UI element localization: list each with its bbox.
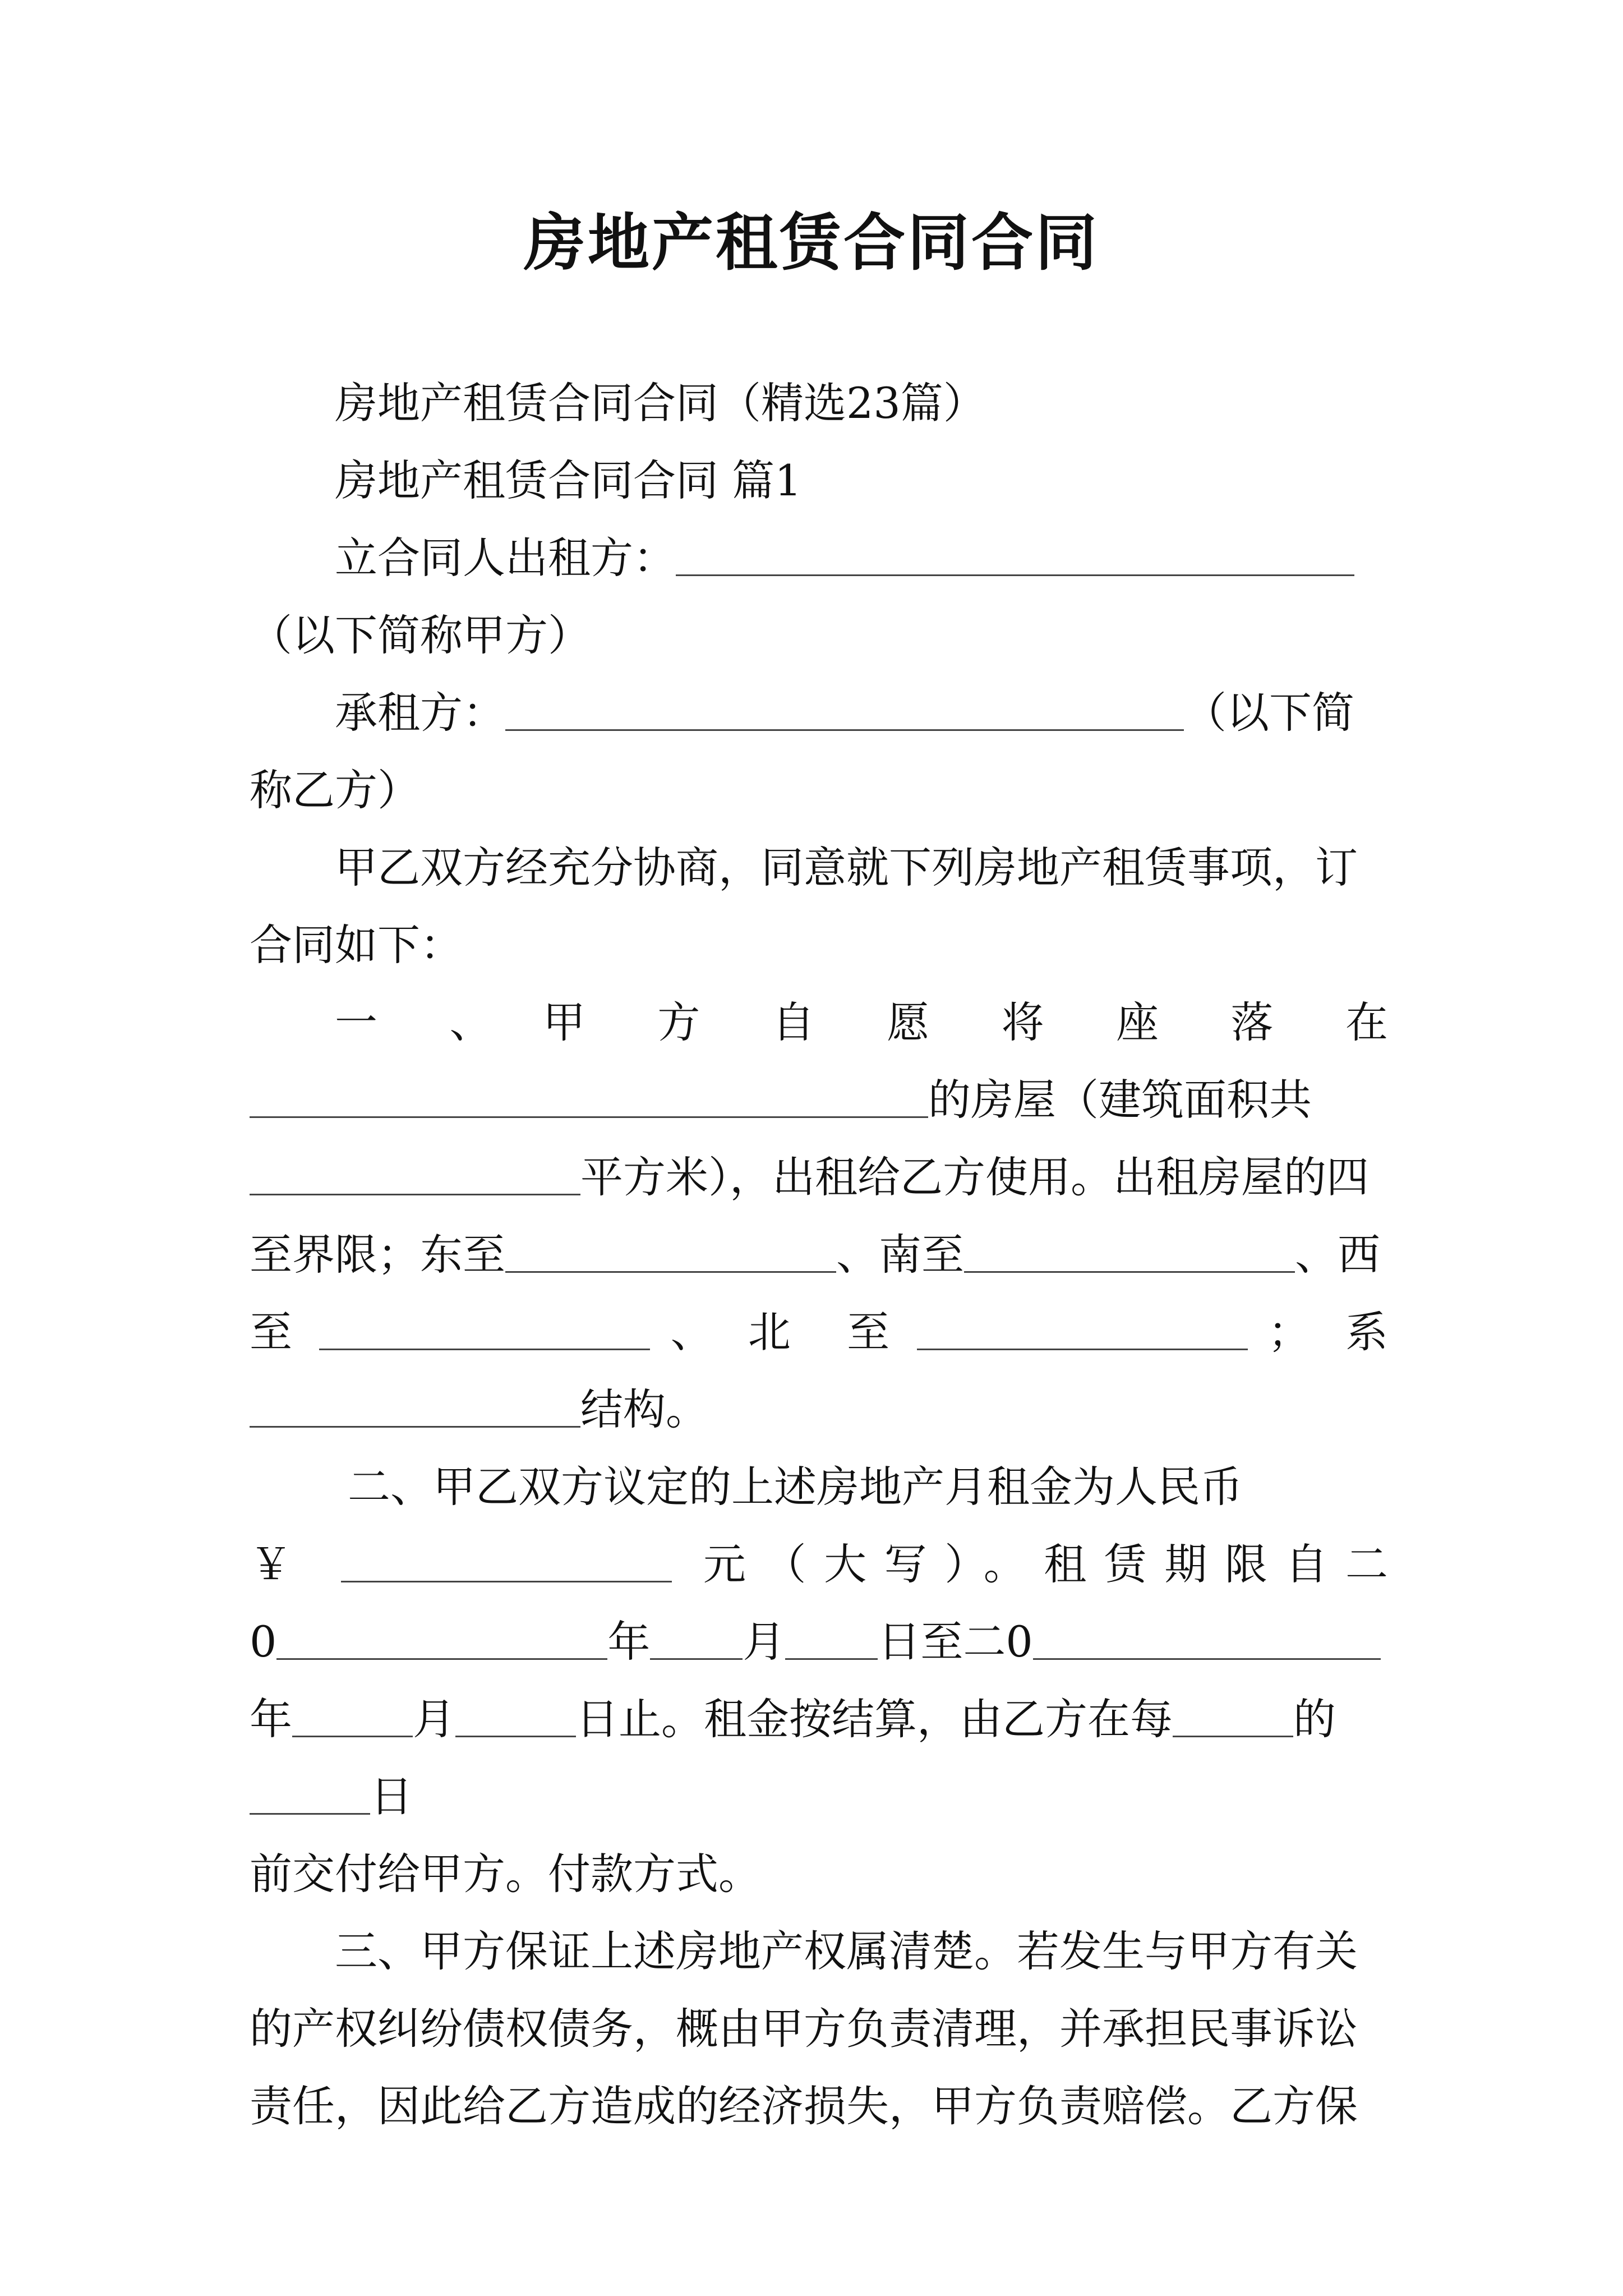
north-blank xyxy=(917,1309,1248,1350)
end-year-blank xyxy=(1033,1619,1381,1660)
lessor-abbrev: （以下简称甲方） xyxy=(250,610,591,660)
location-blank xyxy=(250,1077,928,1118)
clause1-line4: 至界限；东至 、南至 、西 xyxy=(250,1230,1380,1280)
clause2-line1: 二、甲乙双方议定的上述房地产月租金为人民币 xyxy=(348,1462,1243,1512)
document-title: 房地产租赁合同合同 xyxy=(524,206,1099,279)
clause1-line1: 一 、 甲 方 自 愿 将 座 落 在 xyxy=(335,997,1388,1047)
clause1-line2: 的房屋（建筑面积共 xyxy=(250,1061,1388,1139)
section-heading: 房地产租赁合同合同 篇1 xyxy=(335,455,802,505)
clause3-line1: 三、甲方保证上述房地产权属清楚。若发生与甲方有关 xyxy=(335,1926,1358,1976)
clause2-line5: 前交付给甲方。付款方式。 xyxy=(250,1849,761,1899)
rent-blank xyxy=(341,1542,672,1582)
lessee-line: 承租方： （以下简 xyxy=(335,688,1354,738)
clause2-line4: 年 月 日止。租金按结算，由乙方在每 的日 xyxy=(250,1694,1336,1821)
document-body xyxy=(250,365,1388,2145)
clause3-line3: 责任，因此给乙方造成的经济损失，甲方负责赔偿。乙方保 xyxy=(250,2081,1358,2131)
start-year-blank xyxy=(276,1619,607,1660)
clause3-line2: 的产权纠纷债权债务，概由甲方负责清理，并承担民事诉讼 xyxy=(250,2004,1358,2054)
pay-day-blank xyxy=(250,1774,370,1815)
clause2-line2: ￥ 元（大写）。租赁期限自二 xyxy=(250,1539,1388,1589)
lessee-blank xyxy=(505,690,1184,731)
lessee-abbrev: 称乙方） xyxy=(250,765,420,815)
south-blank xyxy=(964,1232,1295,1273)
clause1-line6: 结构。 xyxy=(250,1371,1388,1448)
east-blank xyxy=(505,1232,836,1273)
end-month-blank xyxy=(292,1696,413,1737)
clause1-line3: 平方米），出租给乙方使用。出租房屋的四 xyxy=(250,1139,1388,1216)
start-day-blank xyxy=(785,1619,878,1660)
lessor-line: 立合同人出租方： xyxy=(250,519,1388,597)
subtitle: 房地产租赁合同合同（精选23篇） xyxy=(335,378,986,428)
lessor-blank xyxy=(676,535,1354,576)
structure-blank xyxy=(250,1387,580,1428)
west-blank xyxy=(319,1309,650,1350)
area-blank xyxy=(250,1154,580,1195)
start-month-blank xyxy=(650,1619,743,1660)
clause1-line5: 至 、 北 至 ； 系 xyxy=(250,1307,1388,1357)
period-blank xyxy=(1173,1696,1293,1737)
intro-line-2: 合同如下： xyxy=(250,920,463,970)
end-day-blank xyxy=(455,1696,576,1737)
intro-line-1: 甲乙双方经充分协商，同意就下列房地产租赁事项，订 xyxy=(335,843,1358,892)
clause2-line3: 0 年 月 日至二0 xyxy=(250,1603,1388,1681)
